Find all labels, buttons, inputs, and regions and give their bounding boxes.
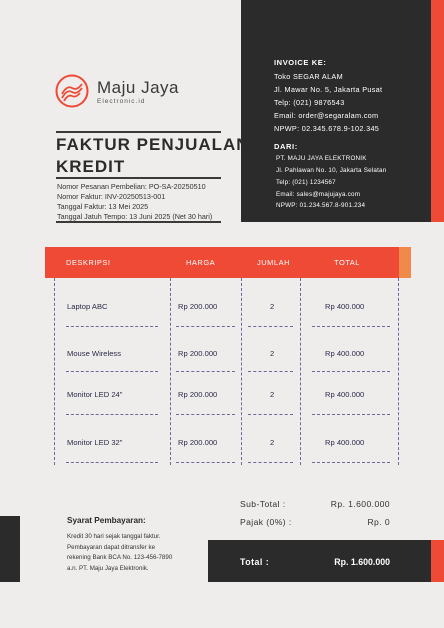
due-date: Tanggal Jatuh Tempo: 13 Juni 2025 (Net 30 hari) bbox=[57, 212, 213, 221]
column-header-total: TOTAL bbox=[334, 258, 360, 267]
row-3-quantity: 2 bbox=[270, 390, 275, 399]
brand-name: Maju Jaya bbox=[97, 78, 179, 97]
table-divider bbox=[170, 278, 171, 465]
payment-terms-line: Kredit 30 hari sejak tanggal faktur. bbox=[67, 533, 161, 540]
row-4-underline bbox=[248, 462, 293, 463]
table-divider bbox=[300, 278, 301, 465]
row-3-underline bbox=[248, 414, 293, 415]
row-2-underline bbox=[312, 371, 390, 372]
row-3-underline bbox=[312, 414, 390, 415]
invoice-to-email: Email: order@segaralam.com bbox=[274, 111, 379, 120]
footer-left-bar bbox=[0, 516, 20, 582]
meta-rule bbox=[56, 221, 221, 223]
from-npwp: NPWP: 01.234.567.8-901.234 bbox=[276, 202, 366, 209]
from-phone: Telp: (021) 1234567 bbox=[276, 179, 336, 186]
payment-terms-title: Syarat Pembayaran: bbox=[67, 516, 146, 525]
row-2-price: Rp 200.000 bbox=[178, 349, 218, 358]
row-2-quantity: 2 bbox=[270, 349, 275, 358]
row-4-price: Rp 200.000 bbox=[178, 438, 218, 447]
row-2-total: Rp 400.000 bbox=[325, 349, 365, 358]
from-address: Jl. Pahlawan No. 10, Jakarta Selatan bbox=[276, 167, 387, 174]
row-4-quantity: 2 bbox=[270, 438, 275, 447]
invoice-to-heading: INVOICE KE: bbox=[274, 58, 327, 67]
from-name: PT. MAJU JAYA ELEKTRONIK bbox=[276, 155, 367, 162]
invoice-to-phone: Telp: (021) 9876543 bbox=[274, 98, 345, 107]
from-heading: DARI: bbox=[274, 142, 298, 151]
row-3-total: Rp 400.000 bbox=[325, 390, 365, 399]
table-header-accent bbox=[399, 247, 411, 278]
invoice-date: Tanggal Faktur: 13 Mei 2025 bbox=[57, 202, 149, 211]
row-4-total: Rp 400.000 bbox=[325, 438, 365, 447]
column-header-price: HARGA bbox=[186, 258, 216, 267]
row-4-underline bbox=[66, 462, 158, 463]
row-1-underline bbox=[66, 326, 158, 327]
from-email: Email: sales@majujaya.com bbox=[276, 191, 361, 198]
row-2-description: Mouse Wireless bbox=[67, 349, 122, 358]
row-3-description: Monitor LED 24" bbox=[67, 390, 123, 399]
invoice-number: Nomor Faktur: INV-20250513-001 bbox=[57, 192, 166, 201]
brand-subtitle: Electronic.id bbox=[97, 98, 146, 105]
title-rule-top bbox=[56, 131, 221, 133]
row-2-underline bbox=[66, 371, 158, 372]
table-divider bbox=[398, 278, 399, 465]
invoice-to-name: Toko SEGAR ALAM bbox=[274, 72, 343, 81]
row-1-underline bbox=[248, 326, 293, 327]
row-3-underline bbox=[176, 414, 235, 415]
row-1-description: Laptop ABC bbox=[67, 302, 108, 311]
payment-terms-line: a.n. PT. Maju Jaya Elektronik. bbox=[67, 564, 149, 572]
row-2-underline bbox=[176, 371, 235, 372]
table-divider bbox=[54, 278, 55, 465]
company-logo-icon bbox=[55, 74, 89, 108]
order-number: Nomor Pesanan Pembelian: PO-SA-20250510 bbox=[57, 182, 206, 191]
row-2-underline bbox=[248, 371, 293, 372]
invoice-title bbox=[56, 134, 250, 178]
row-1-price: Rp 200.000 bbox=[178, 302, 218, 311]
column-header-quantity: JUMLAH bbox=[257, 258, 291, 267]
table-divider bbox=[241, 278, 242, 465]
row-1-total: Rp 400.000 bbox=[325, 302, 365, 311]
total-value: Rp. 1.600.000 bbox=[334, 557, 390, 567]
row-4-description: Monitor LED 32" bbox=[67, 438, 123, 447]
payment-terms-line: rekening Bank BCA No. 123-456-7890 bbox=[67, 554, 173, 561]
invoice-title-line1: FAKTUR PENJUALAN bbox=[56, 135, 250, 154]
invoice-to-npwp: NPWP: 02.345.678.9-102.345 bbox=[274, 124, 380, 133]
row-1-underline bbox=[312, 326, 390, 327]
tax-value: Rp. 0 bbox=[367, 517, 390, 527]
subtotal-label: Sub-Total : bbox=[240, 499, 286, 509]
payment-terms-line: Pembayaran dapat ditransfer ke bbox=[67, 543, 156, 551]
invoice-title-line2: KREDIT bbox=[56, 157, 126, 176]
row-3-underline bbox=[66, 414, 158, 415]
header-accent-strip bbox=[431, 0, 444, 222]
tax-label: Pajak (0%) : bbox=[240, 517, 292, 527]
title-rule-bottom bbox=[56, 177, 221, 179]
row-3-price: Rp 200.000 bbox=[178, 390, 218, 399]
payment-terms-body bbox=[67, 532, 207, 574]
row-4-underline bbox=[312, 462, 390, 463]
subtotal-value: Rp. 1.600.000 bbox=[330, 499, 390, 509]
row-1-quantity: 2 bbox=[270, 302, 275, 311]
row-1-underline bbox=[176, 326, 235, 327]
invoice-to-address: Jl. Mawar No. 5, Jakarta Pusat bbox=[274, 85, 383, 94]
total-accent-strip bbox=[431, 540, 444, 582]
total-label: Total : bbox=[240, 557, 270, 567]
row-4-underline bbox=[176, 462, 235, 463]
column-header-description: DESKRIPSI bbox=[66, 258, 111, 267]
